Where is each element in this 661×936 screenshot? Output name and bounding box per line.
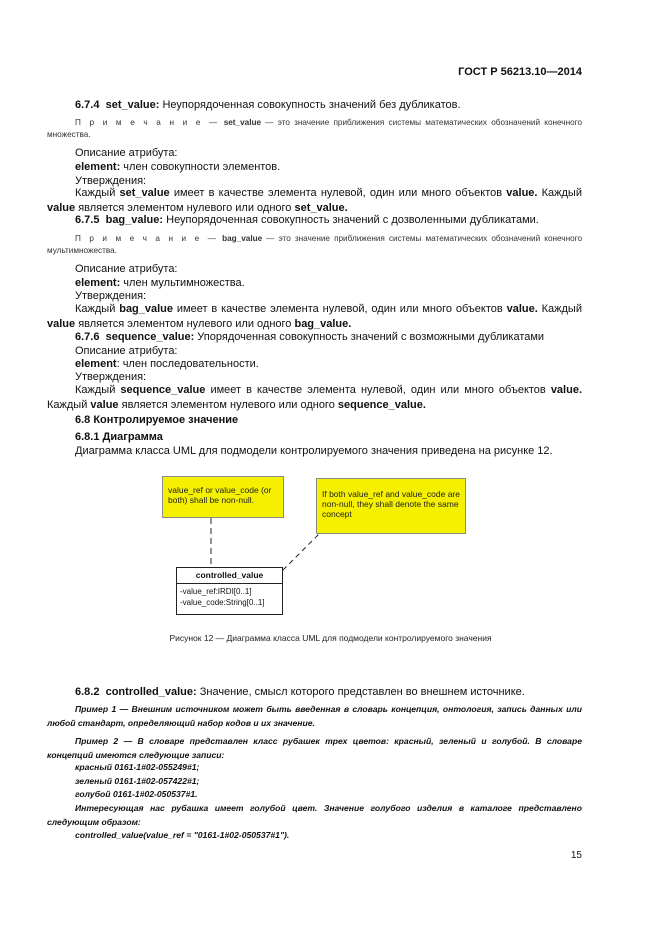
rule-term: bag_value — [119, 303, 174, 315]
sec-num: 6.8.2 — [75, 686, 100, 698]
rule-term: sequence_value — [120, 384, 206, 396]
rule-text: имеет в качестве элемента нулевой, один или много объектов — [205, 384, 551, 396]
class-attributes — [177, 584, 282, 608]
term: set_value: — [105, 99, 160, 111]
uml-note-left: value_ref or value_code (or both) shall be non-null. — [162, 476, 284, 518]
note-text: — это значение приближения системы математических обозначений конечного мультимножества. — [47, 234, 583, 255]
page-number: 15 — [570, 850, 582, 861]
definition: Неупорядоченная совокупность значений с дозволенными дубликатами. — [163, 214, 539, 226]
note-connector-right — [283, 530, 323, 570]
rule-text: имеет в качестве элемента нулевой, один или много объектов — [173, 303, 507, 315]
sec-num: 6.7.6 — [75, 331, 100, 343]
rule-text: Каждый — [75, 303, 120, 315]
element-term: element: — [75, 161, 121, 173]
element-text: член совокупности элементов. — [120, 161, 281, 173]
sec-681-title: 6.8.1 Диаграмма — [75, 431, 163, 443]
figure-caption: Рисунок 12 — Диаграмма класса UML для подмодели контролируемого значения — [169, 633, 492, 643]
sec-68-title: 6.8 Контролируемое значение — [75, 414, 239, 426]
definition: Неупорядоченная совокупность значений без дубликатов. — [159, 99, 461, 111]
rule-term: sequence_value. — [337, 398, 426, 411]
rule-text: Каждый — [47, 398, 91, 411]
rule-text: является элементом нулевого или одного — [75, 317, 295, 330]
sec-num: 6.7.5 — [75, 214, 100, 226]
concept-entry: зеленый 0161-1#02-057422#1; — [75, 776, 200, 786]
example-1: Пример 1 — Внешним источником может быть введенная в словарь концепция, онтология, запись данных или любой стандарт, определяющий набор кодов и их значение. — [47, 704, 582, 728]
element-text: : член последовательности. — [116, 358, 259, 370]
rule-text: Каждый — [75, 187, 120, 199]
concept-entry: красный 0161-1#02-055249#1; — [75, 762, 200, 772]
class-attribute: -value_code:String[0..1] — [180, 597, 265, 607]
rule-text: имеет в качестве элемента нулевой, один или много объектов — [169, 187, 507, 199]
term: bag_value: — [105, 214, 164, 226]
uml-class-controlled-value — [176, 567, 283, 615]
attr-desc: Описание атрибута: — [75, 263, 178, 275]
note-text: — это значение приближения системы математических обозначений конечного множества. — [47, 118, 583, 139]
rule-term: value — [47, 317, 76, 330]
element-term: element: — [75, 277, 121, 289]
rule-term: value. — [506, 303, 538, 315]
term: sequence_value: — [105, 331, 195, 343]
example-2: Пример 2 — В словаре представлен класс рубашек трех цветов: красный, зеленый и голубой. В словаре концепций имеются следующие записи: — [47, 736, 582, 760]
rule-term: value — [47, 201, 76, 214]
class-attribute: -value_ref:IRDI[0..1] — [180, 587, 252, 596]
note-label: П р и м е ч а н и е — — [75, 234, 219, 243]
definition: Упорядоченная совокупность значений с возможными дубликатами — [194, 331, 545, 343]
sec-num: 6.7.4 — [75, 99, 100, 111]
rule-term: value — [90, 398, 119, 411]
rule-term: value. — [506, 187, 538, 199]
concept-entry: голубой 0161-1#02-050537#1. — [75, 789, 198, 799]
example-3: Интересующая нас рубашка имеет голубой цвет. Значение голубого изделия в каталоге представлено следующим образом: — [47, 803, 582, 827]
rule-term: set_value. — [294, 201, 348, 214]
rule-text: является элементом нулевого или одного — [118, 398, 338, 411]
rule-term: set_value — [119, 187, 170, 199]
term: controlled_value: — [105, 686, 197, 698]
assertions-label: Утверждения: — [75, 175, 147, 187]
attr-desc: Описание атрибута: — [75, 147, 178, 159]
rule-term: value. — [550, 384, 582, 396]
note-label: П р и м е ч а н и е — — [75, 118, 220, 127]
rule-text: Каждый — [75, 384, 121, 396]
definition: Значение, смысл которого представлен во внешнем источнике. — [196, 686, 525, 698]
assertions-label: Утверждения: — [75, 290, 147, 302]
element-term: element — [75, 358, 117, 370]
doc-header: ГОСТ Р 56213.10—2014 — [458, 66, 582, 78]
example-code: controlled_value(value_ref = "0161-1#02-050537#1"). — [75, 830, 290, 840]
rule-text: является элементом нулевого или одного — [75, 201, 295, 214]
note-term: set_value — [223, 118, 262, 127]
rule-text: Каждый — [537, 303, 582, 315]
uml-note-right: If both value_ref and value_code are non-null, they shall denote the same concept — [316, 478, 466, 534]
sec-682-heading — [47, 685, 582, 700]
class-name: controlled_value — [177, 568, 282, 584]
rule-text: Каждый — [537, 187, 582, 199]
element-text: член мультимножества. — [120, 277, 245, 289]
note-term: bag_value — [222, 234, 263, 243]
assertions-label: Утверждения: — [75, 371, 147, 383]
sec-681-text: Диаграмма класса UML для подмодели контролируемого значения приведена на рисунке 12. — [75, 445, 553, 457]
attr-desc: Описание атрибута: — [75, 345, 178, 357]
rule-term: bag_value. — [294, 317, 352, 330]
